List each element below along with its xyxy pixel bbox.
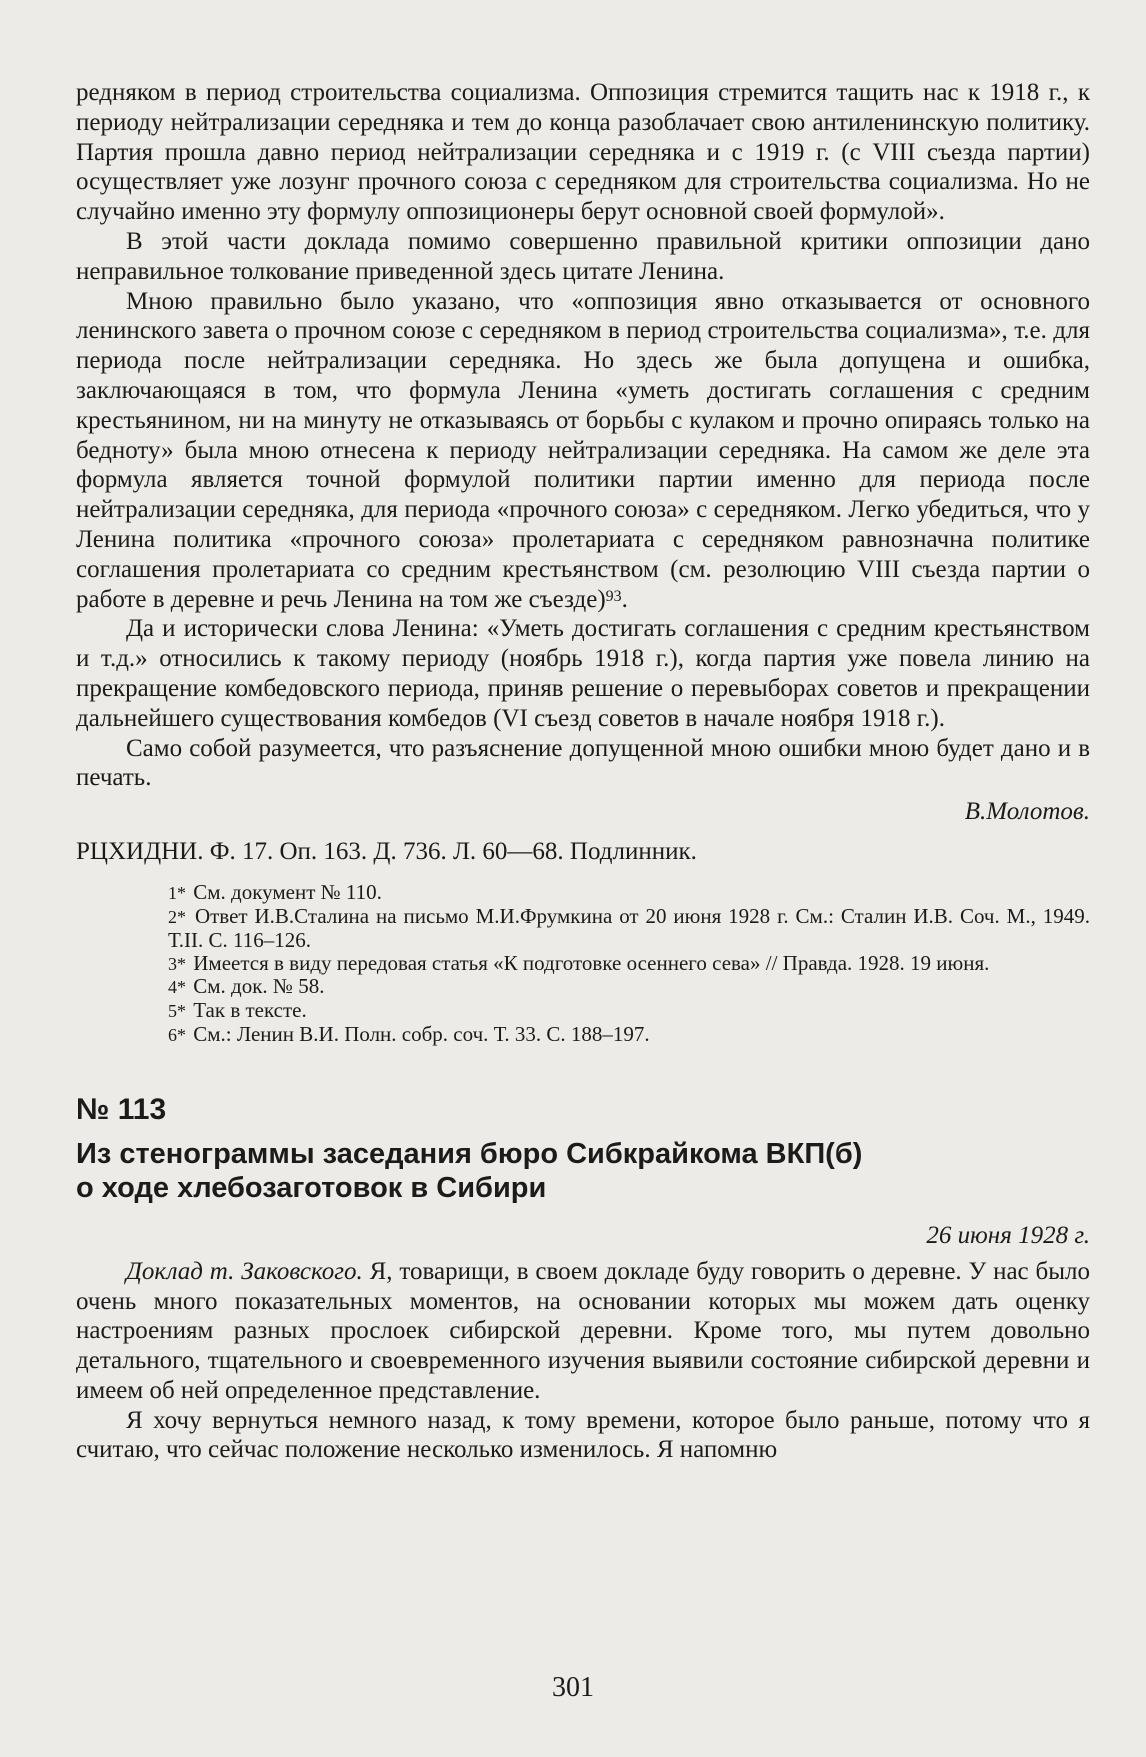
document-number: № 113 <box>76 1092 167 1126</box>
endnote-marker: 3* <box>168 953 186 974</box>
speaker-label: Доклад т. Заковского. <box>126 1257 363 1285</box>
endnotes <box>76 881 1090 1047</box>
document-date: 26 июня 1928 г. <box>926 1221 1090 1249</box>
paragraph-text: Мною правильно было указано, что «оппозиция явно отказывается от основного ленинского завета о прочном союзе с середняком в период строительства социализма», т.е. для периода после нейтрализации середняка. Но здесь же была допущена и ошибка, заключающаяся в том, что формула Ленина «уметь достигать соглашения с средним крестьянином, ни на минуту не отказываясь от борьбы с кулаком и прочно опираясь только на бедноту» была мною отнесена к периоду нейтрализации середняка. На самом же деле эта формула является точной формулой политики партии именно для периода после нейтрализации середняка, для периода «прочного союза» с середняком. Легко убедиться, что у Ленина политика «прочного союза» пролетариата с середняком равнозначна политике соглашения пролетариата со средним крестьянством (см. резолюцию VIII съезда партии о работе в деревне и речь Ленина на том же съезде) <box>76 287 1090 613</box>
endnote <box>76 1023 1090 1047</box>
endnote-marker: 4* <box>168 977 186 998</box>
endnote-text: См.: Ленин В.И. Полн. собр. соч. Т. 33. С. 188–197. <box>193 1021 650 1046</box>
paragraph: Да и исторически слова Ленина: «Уметь достигать соглашения с средним крестьянством и т.д.» относились к такому периоду (ноябрь 1918 г.), когда партия уже повела линию на прекращение комбедовского периода, приняв решение о перевыборах советов и прекращении дальнейшего существования комбедов (VI съезд советов в начале ноября 1918 г.). <box>76 615 1090 732</box>
endnote <box>76 905 1090 952</box>
paragraph: Само собой разумеется, что разъяснение допущенной мною ошибки мною будет дано и в печать. <box>76 734 1090 792</box>
endnote-marker: 5* <box>168 1001 186 1022</box>
endnote-marker: 1* <box>168 883 186 904</box>
paragraph: Я хочу вернуться немного назад, к тому времени, которое было раньше, потому что я считаю, что сейчас положение несколько изменилось. Я напомню <box>76 1406 1090 1464</box>
paragraph-text: Я, товарищи, в своем докладе буду говорить о деревне. У нас было очень много показательных моментов, на основании которых мы можем дать оценку настроениям разных прослоек сибирской деревни. Кроме того, мы путем довольно детального, тщательного и своевременного изучения выявили состояние сибирской деревни и имеем об ней определенное представление. <box>76 1257 1090 1404</box>
paragraph: Мною правильно было указано, что «оппозиция явно отказывается от основного ленинского завета о прочном союзе с середняком в период строительства социализма», т.е. для периода после нейтрализации середняка. Но здесь же была допущена и ошибка, заключающаяся в том, что формула Ленина «уметь достигать соглашения с средним крестьянином, ни на минуту не отказываясь от борьбы с кулаком и прочно опираясь только на бедноту» была мною отнесена к периоду нейтрализации середняка. На самом же деле эта формула является точной формулой политики партии именно для периода после нейтрализации середняка, для периода «прочного союза» с середняком. Легко убедиться, что у Ленина политика «прочного союза» пролетариата с середняком равнозначна политике соглашения пролетариата со средним крестьянством (см. резолюцию VIII съезда партии о работе в деревне и речь Ленина на том же съезде)$^{93}$. <box>76 287 1090 613</box>
endnote-text: Имеется в виду передовая статья «К подготовке осеннего сева» // Правда. 1928. 19 июня. <box>193 950 990 975</box>
endnote <box>76 999 1090 1023</box>
footnote-reference: 93 <box>605 587 622 605</box>
endnote-text: Ответ И.В.Сталина на письмо М.И.Фрумкина от 20 июня 1928 г. См.: Сталин И.В. Соч. М., 1949. Т.II. С. 116–126. <box>168 903 1091 952</box>
endnote <box>76 881 1090 905</box>
endnote-text: См. документ № 110. <box>193 880 382 905</box>
endnote <box>76 975 1090 999</box>
document-title-line: Из стенограммы заседания бюро Сибкрайкома ВКП(б) <box>76 1137 863 1170</box>
signature: В.Молотов. <box>964 798 1090 826</box>
paragraph: В этой части доклада помимо совершенно правильной критики оппозиции дано неправильное толкование приведенной здесь цитате Ленина. <box>76 227 1090 285</box>
paragraph-continuation: редняком в период строительства социализма. Оппозиция стремится тащить нас к 1918 г., к периоду нейтрализации середняка и тем до конца разоблачает свою антиленинскую политику. Партия прошла давно период нейтрализации середняка и с 1919 г. (с VIII съезда партии) осуществляет уже лозунг прочного союза с середняком для строительства социализма. Но не случайно именно эту формулу оппозиционеры берут основной своей формулой». <box>76 79 1090 226</box>
endnote-marker: 6* <box>168 1024 186 1045</box>
paragraph <box>76 1257 1090 1406</box>
page-content <box>76 78 1090 1465</box>
document-title <box>76 1137 1090 1205</box>
endnote-marker: 2* <box>168 906 186 927</box>
document-title-line: о ходе хлебозаготовок в Сибири <box>76 1171 547 1204</box>
archive-source: РЦХИДНИ. Ф. 17. Оп. 163. Д. 736. Л. 60—68. Подлинник. <box>76 838 697 866</box>
page-number: 301 <box>552 1672 594 1703</box>
endnote-text: См. док. № 58. <box>193 974 325 999</box>
endnote <box>76 952 1090 976</box>
endnote-text: Так в тексте. <box>193 998 307 1023</box>
